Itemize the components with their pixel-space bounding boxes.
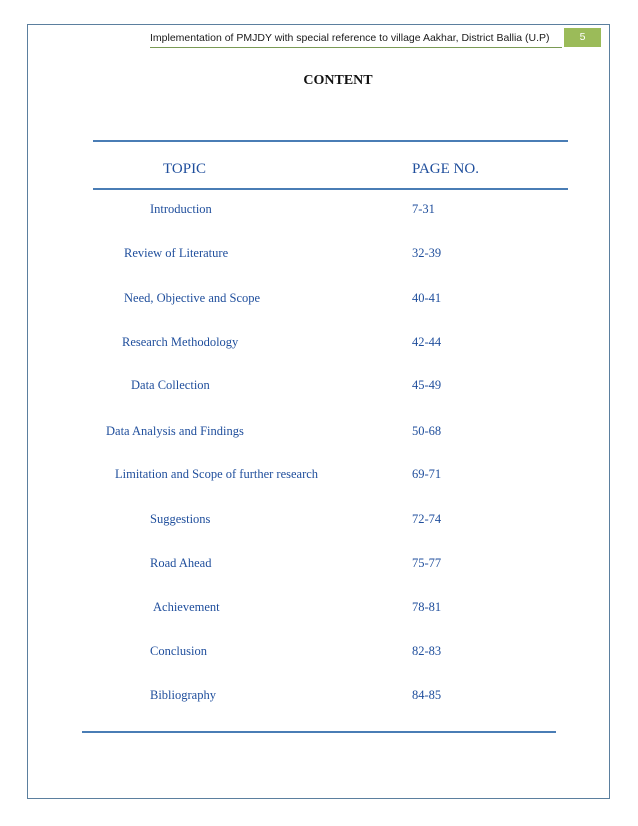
page-title: CONTENT [303,73,373,88]
toc-topic: Introduction [150,202,212,216]
toc-topic: Suggestions [150,512,211,526]
toc-page: 32-39 [412,246,442,260]
column-header-page: PAGE NO. [412,161,479,177]
toc-topic: Bibliography [150,688,216,702]
toc-topic: Research Methodology [122,335,239,349]
toc-page: 82-83 [412,644,442,658]
toc-page: 45-49 [412,378,442,392]
toc-topic: Achievement [153,600,220,614]
table-top-rule [93,140,568,142]
header-rule [150,47,562,48]
running-header-title: Implementation of PMJDY with special reference to village Aakhar, District Ballia (U.P) [150,32,550,44]
toc-page: 50-68 [412,424,442,438]
toc-topic: Limitation and Scope of further research [115,467,319,481]
toc-topic: Data Analysis and Findings [106,424,244,438]
toc-topic: Review of Literature [124,246,229,260]
table-bottom-rule [82,731,556,733]
table-header-rule [93,188,568,190]
toc-topic: Data Collection [131,378,210,392]
toc-page: 75-77 [412,556,442,570]
toc-page: 40-41 [412,291,442,305]
toc-page: 78-81 [412,600,442,614]
toc-page: 69-71 [412,467,442,481]
toc-topic: Need, Objective and Scope [124,291,261,305]
toc-page: 84-85 [412,688,442,702]
toc-page: 42-44 [412,335,442,349]
page-number-badge: 5 [564,28,601,47]
column-header-topic: TOPIC [163,161,207,177]
toc-topic: Conclusion [150,644,207,658]
toc-topic: Road Ahead [150,556,212,570]
toc-page: 7-31 [412,202,435,216]
toc-page: 72-74 [412,512,442,526]
